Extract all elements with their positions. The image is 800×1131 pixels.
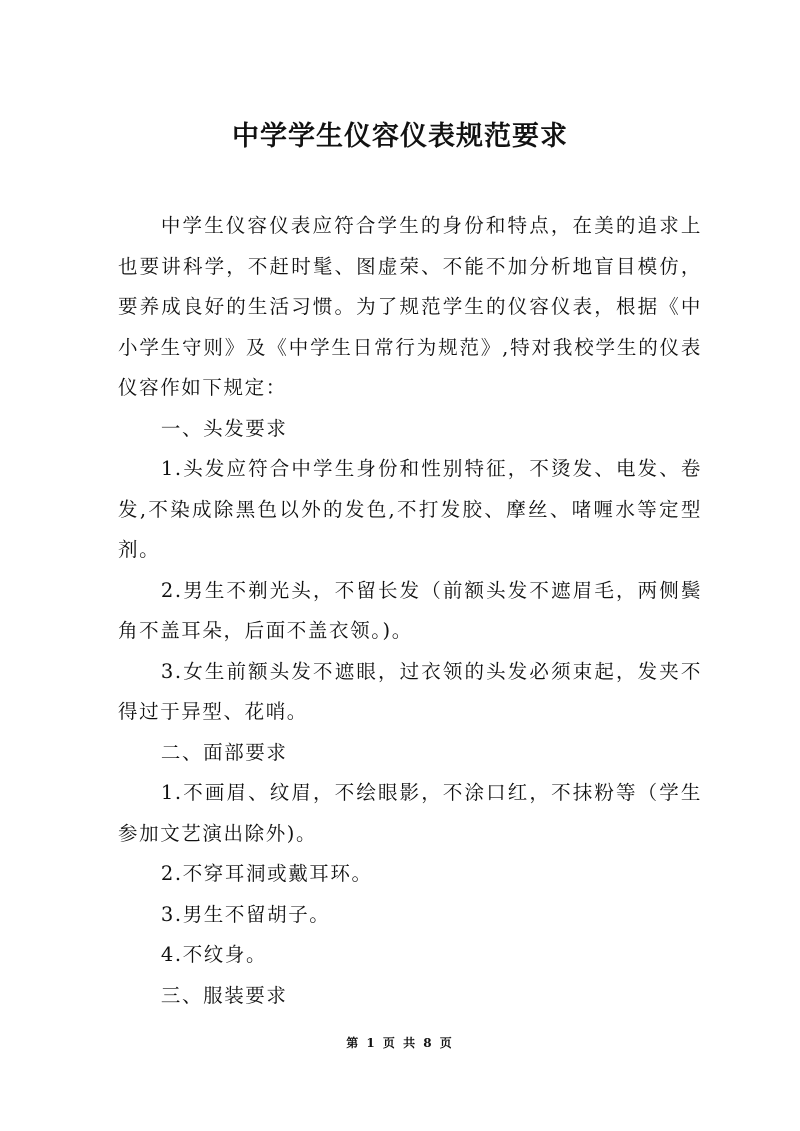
page-title: 中学学生仪容仪表规范要求 (232, 121, 568, 152)
section-heading-face: 二、面部要求 (160, 740, 288, 764)
hair-rule-1: 1.头发应符合中学生身份和性别特征，不烫发、电发、卷发,不染成除黑色以外的发色,不打发胶、摩丝、啫喱水等定型剂。 (118, 457, 702, 561)
document-body (118, 206, 702, 1016)
hair-rule-3: 3.女生前额头发不遮眼，过衣领的头发必须束起，发夹不得过于异型、花哨。 (118, 659, 702, 723)
face-rule-3: 3.男生不留胡子。 (160, 902, 331, 926)
hair-rule-2: 2.男生不剃光头，不留长发（前额头发不遮眉毛，两侧鬓角不盖耳朵，后面不盖衣领。)。 (118, 578, 702, 642)
section-heading-clothing: 三、服装要求 (160, 983, 288, 1007)
face-rule-2: 2.不穿耳洞或戴耳环。 (160, 862, 373, 885)
section-heading-hair: 一、头发要求 (160, 416, 288, 440)
face-rule-1: 1.不画眉、纹眉，不绘眼影，不涂口红，不抹粉等（学生参加文艺演出除外)。 (118, 781, 702, 845)
page-number-footer: 第 1 页 共 8 页 (346, 1036, 454, 1050)
face-rule-4: 4.不纹身。 (160, 943, 268, 966)
intro-paragraph: 中学生仪容仪表应符合学生的身份和特点，在美的追求上也要讲科学，不赶时髦、图虚荣、不能不加分析地盲目模仿，要养成良好的生活习惯。为了规范学生的仪容仪表，根据《中小学生守则》及《中学生日常行为规范》,特对我校学生的仪表仪容作如下规定： (118, 214, 702, 399)
